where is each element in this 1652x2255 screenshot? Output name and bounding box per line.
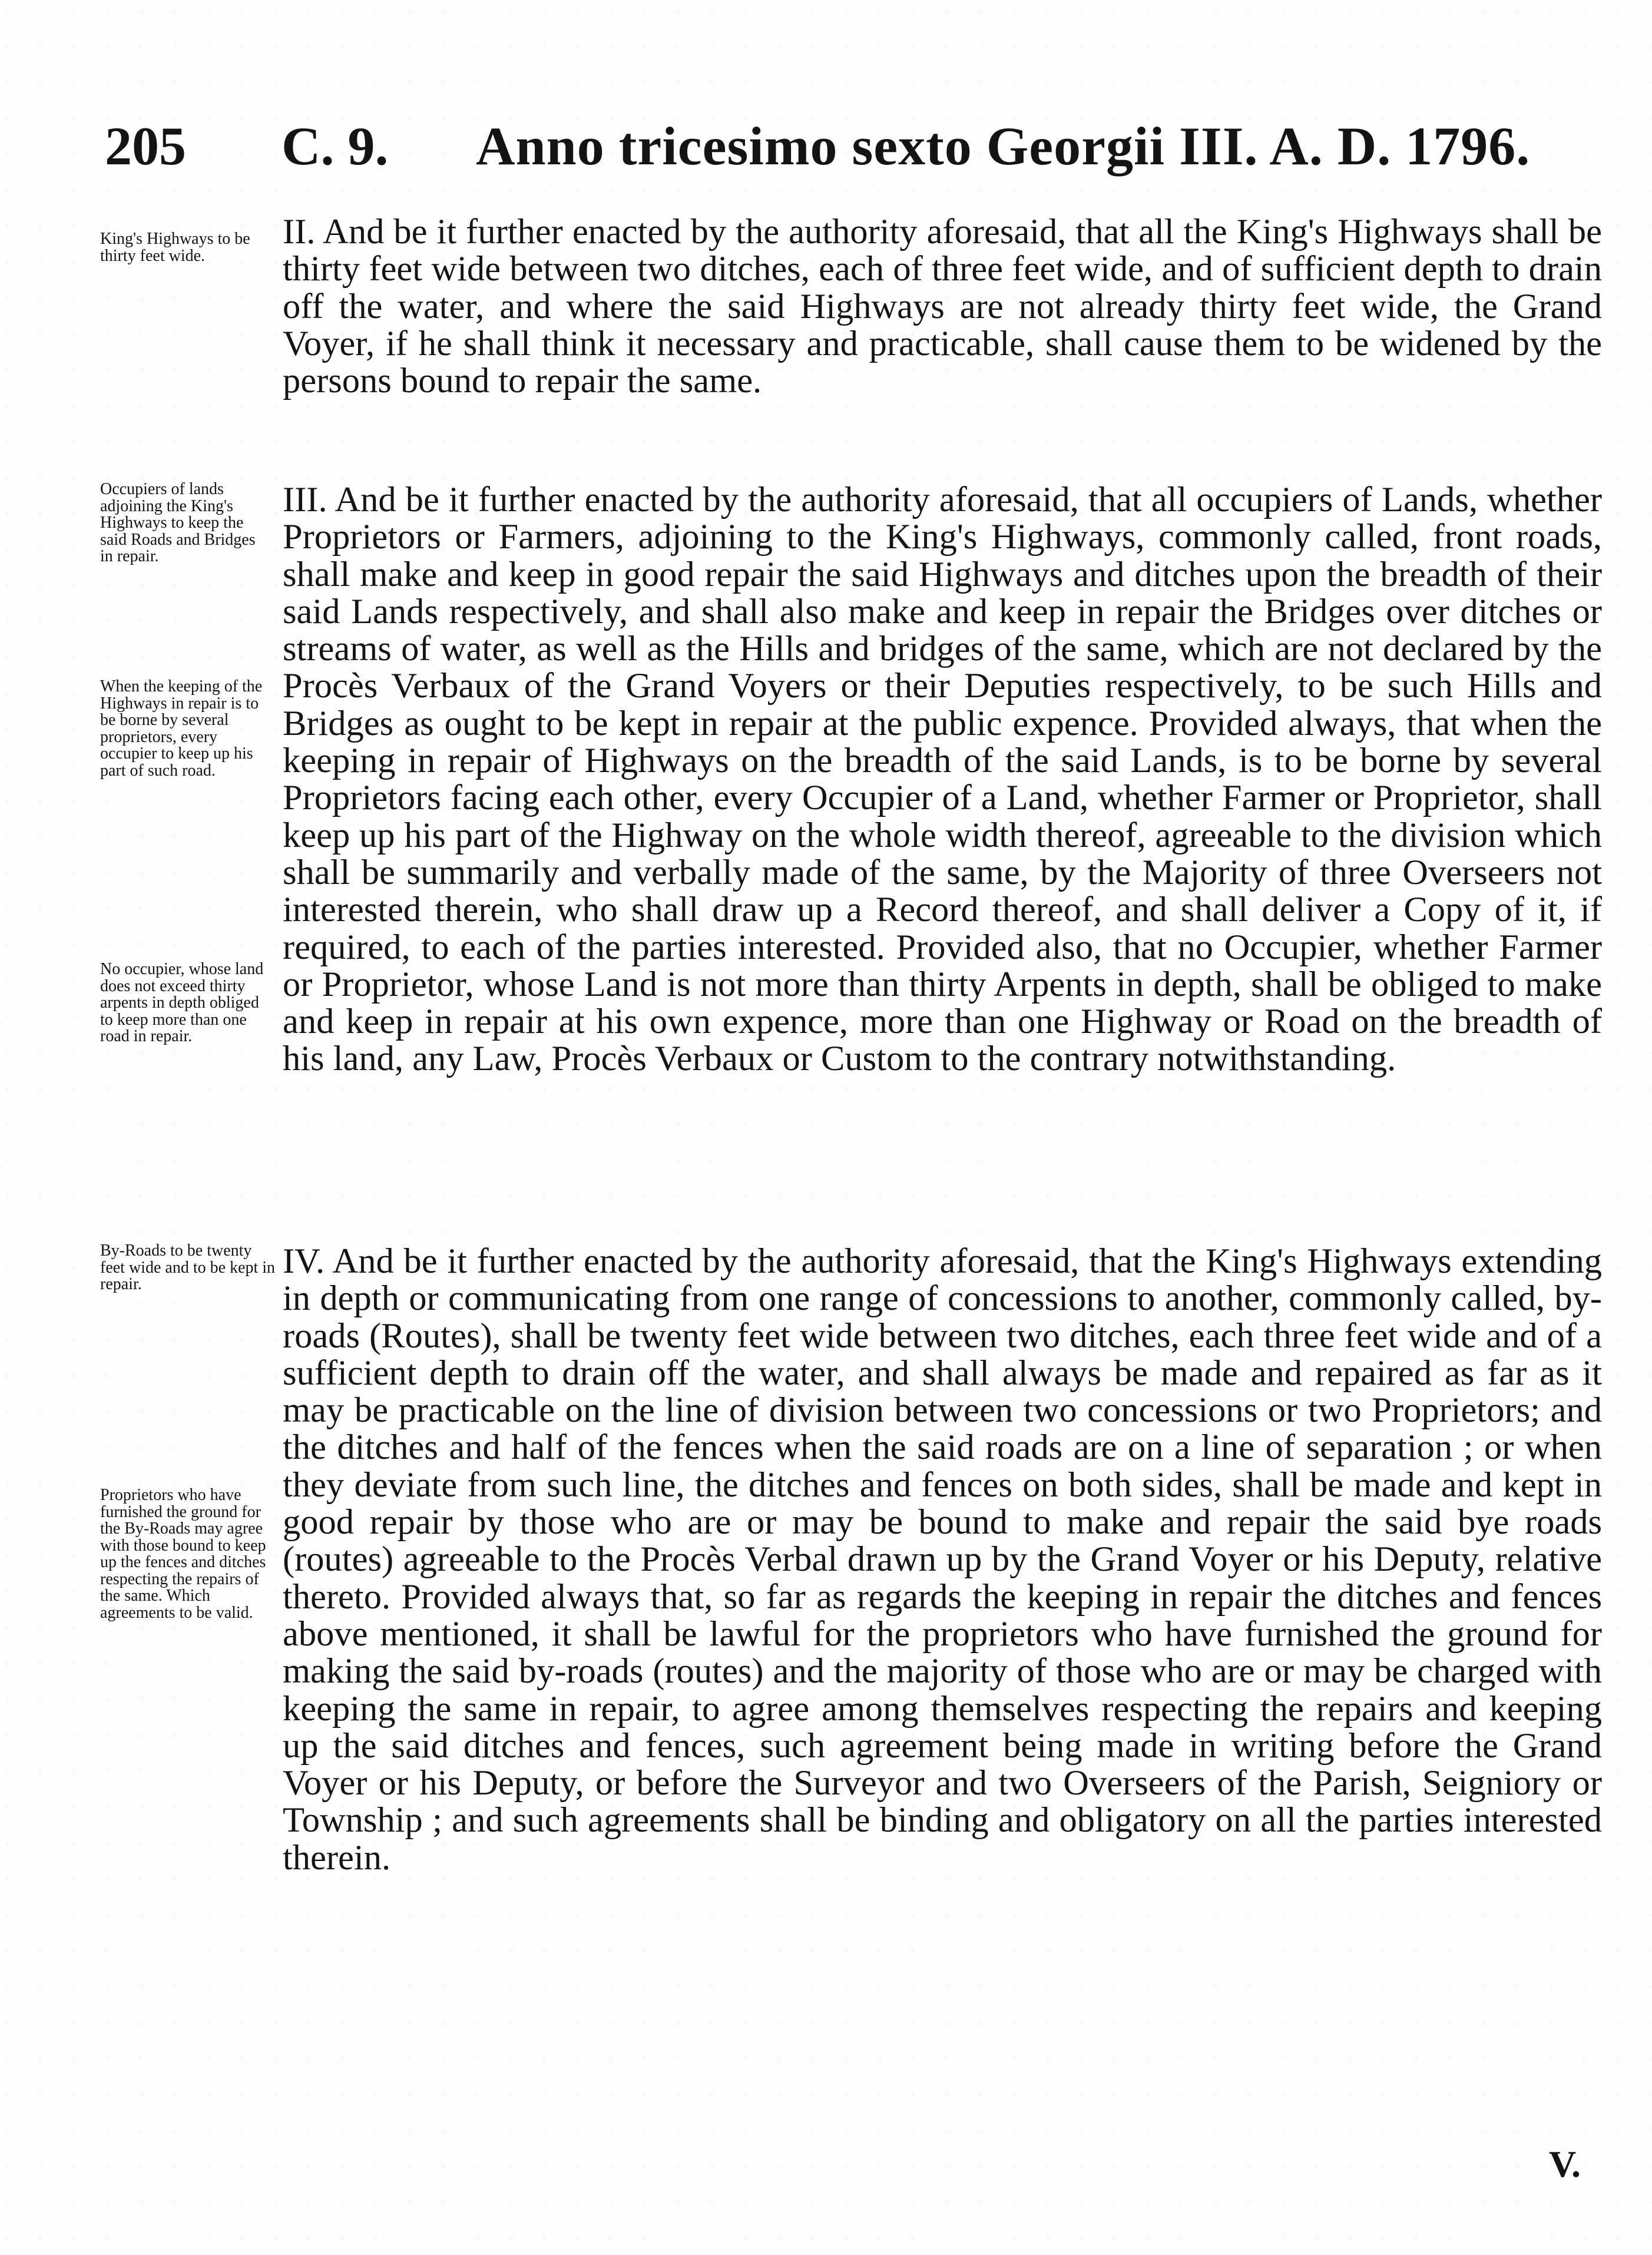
section-iii xyxy=(100,481,1608,1206)
sidenote-kings-highways-width: King's Highways to be thirty feet wide. xyxy=(100,230,250,265)
section-ii-text: II. And be it further enacted by the authority aforesaid, that all the King's Highways shall be thirty feet wide between two ditches, each of three feet wide, and of sufficient depth to drain off the water, and where the said Highways are not already thirty feet wide, the Grand Voyer, if he shall think it necessary and practicable, shall cause them to be widened by the persons bound to repair the same. xyxy=(283,212,1602,401)
sidenote-occupiers-repair: Occupiers of lands adjoining the King's Highways to keep the said Roads and Bridges in repair. xyxy=(100,480,256,565)
catchword: V. xyxy=(1549,2143,1581,2185)
running-head xyxy=(105,105,1601,187)
section-iv-text: IV. And be it further enacted by the authority aforesaid, that the King's Highways extending in depth or communicating from one range of concessions to another, commonly called, by-roads (Routes), shall be twenty feet wide between two ditches, each three feet wide and of a sufficient depth to drain off the water, and shall always be made and repaired as far as it may be practicable on the line of division between two concessions or two Proprietors; and the ditches and half of the fences when the said roads are on a line of separation ; or when they deviate from such line, the ditches and fences on both sides, shall be made and kept in good repair by those who are or may be bound to make and repair the said bye roads (routes) agreeable to the Procès Verbal drawn up by the Grand Voyer or his Deputy, relative thereto. Provided always that, so far as regards the keeping in repair the ditches and fences above mentioned, it shall be lawful for the proprietors who have furnished the ground for making the said by-roads (routes) and the majority of those who are or may be charged with keeping the same in repair, to agree among themselves respecting the repairs and keeping up the said ditches and fences, such agreement being made in writing before the Grand Voyer or his Deputy, or before the Surveyor and two Overseers of the Parish, Seigniory or Township ; and such agreements shall be binding and obligatory on all the parties interested therein. xyxy=(283,1241,1602,1877)
chapter-label: C. 9. xyxy=(282,116,389,176)
sidenote-several-proprietors: When the keeping of the Highways in repair is to be borne by several proprietors, every occupier to keep up his part of such road. xyxy=(100,677,263,780)
section-ii xyxy=(100,213,1608,443)
section-iii-text: III. And be it further enacted by the authority aforesaid, that all occupiers of Lands, whether Proprietors or Farmers, adjoining to the King's Highways, commonly called, front roads, shall make and keep in good repair the said Highways and ditches upon the breadth of their said Lands respectively, and shall also make and keep in repair the Bridges over ditches or streams of water, as well as the Hills and bridges of the same, which are not declared by the Procès Verbaux of the Grand Voyers or their Deputies respectively, to be such Hills and Bridges as ought to be kept in repair at the public expence. Provided always, that when the keeping in repair of Highways on the breadth of the said Lands, is to be borne by several Proprietors facing each other, every Occupier of a Land, whether Farmer or Proprietor, shall keep up his part of the Highway on the whole width thereof, agreeable to the division which shall be summarily and verbally made of the same, by the Majority of three Overseers not interested therein, who shall draw up a Record thereof, and shall deliver a Copy of it, if required, to each of the parties interested. Provided also, that no Occupier, whether Farmer or Proprietor, whose Land is not more than thirty Arpents in depth, shall be obliged to make and keep in repair at his own expence, more than one Highway or Road on the breadth of his land, any Law, Procès Verbaux or Custom to the contrary notwithstanding. xyxy=(283,480,1602,1079)
running-title: Anno tricesimo sexto Georgii III. A. D. 1796. xyxy=(476,116,1531,176)
sidenote-by-roads-width: By-Roads to be twenty feet wide and to be kept in repair. xyxy=(100,1241,276,1293)
section-iv xyxy=(100,1243,1608,1973)
page-number: 205 xyxy=(105,116,186,176)
sidenote-proprietors-agreements: Proprietors who have furnished the ground for the By-Roads may agree with those bound to keep up the fences and ditches respecting the repairs of the same. Which agreements to be valid. xyxy=(100,1486,266,1622)
sidenote-thirty-arpents: No occupier, whose land does not exceed thirty arpents in depth obliged to keep more than one road in repair. xyxy=(100,960,264,1045)
